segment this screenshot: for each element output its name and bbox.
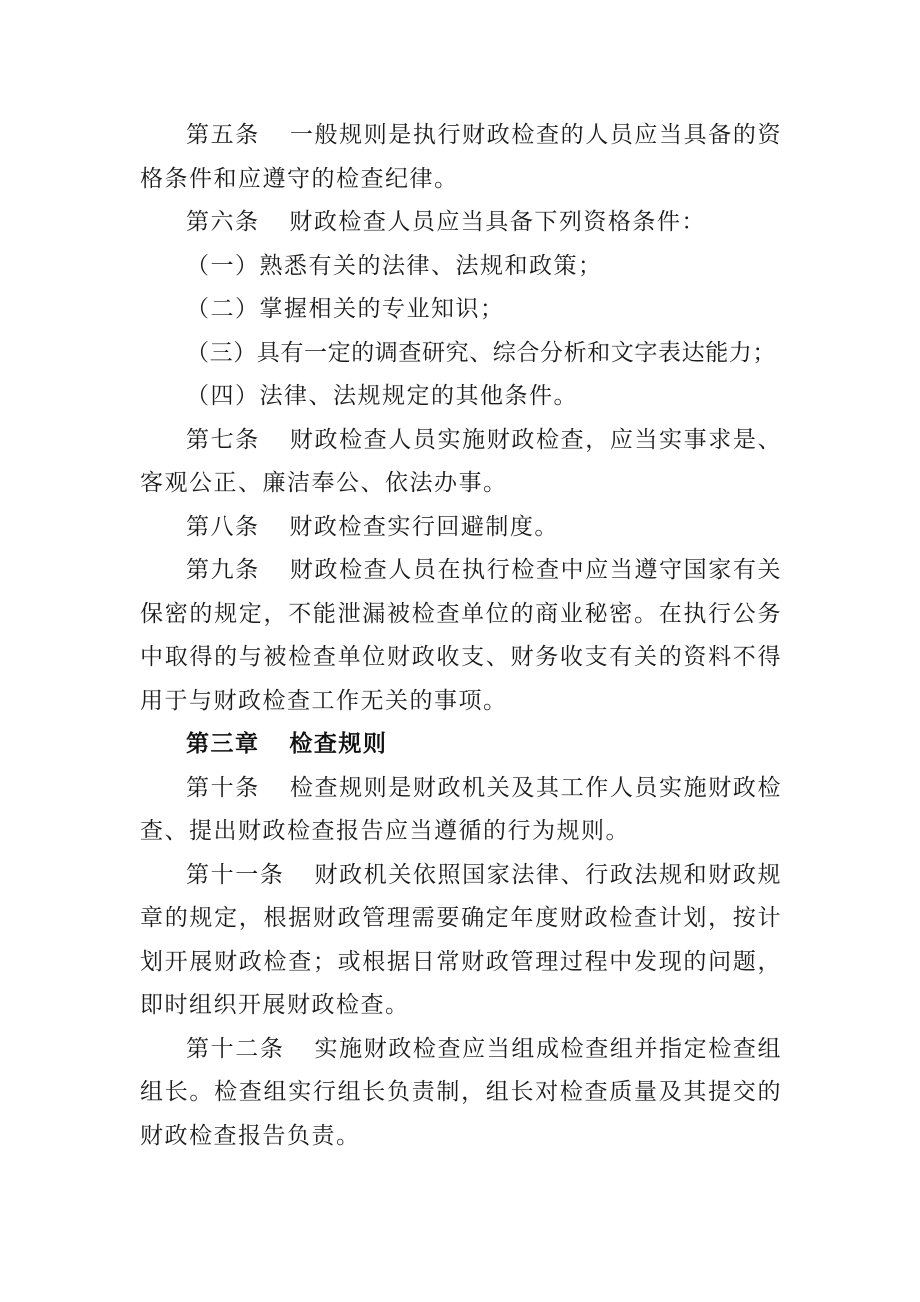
chapter-number: 第三章 bbox=[186, 731, 260, 757]
document-body bbox=[140, 114, 782, 1158]
article-8 bbox=[140, 506, 782, 550]
article-number: 第十二条 bbox=[186, 1035, 285, 1062]
article-text: 实施财政检查应当组成检查组并指定检查组组长。检查组实行组长负责制，组长对检查质量及其提交的财政检查报告负责。 bbox=[140, 1035, 783, 1149]
article-9 bbox=[140, 549, 782, 723]
article-text: 财政检查人员实施财政检查，应当实事求是、客观公正、廉洁奉公、依法办事。 bbox=[140, 426, 783, 496]
chapter-heading bbox=[140, 723, 782, 767]
article-text: 财政机关依照国家法律、行政法规和财政规章的规定，根据财政管理需要确定年度财政检查计划，按计划开展财政检查；或根据日常财政管理过程中发现的问题，即时组织开展财政检查。 bbox=[140, 861, 783, 1018]
article-5 bbox=[140, 114, 782, 201]
article-number: 第五条 bbox=[186, 122, 260, 148]
article-number: 第九条 bbox=[186, 557, 260, 583]
article-number: 第十一条 bbox=[186, 861, 285, 888]
article-7 bbox=[140, 419, 782, 506]
article-text: 财政检查人员在执行检查中应当遵守国家有关保密的规定，不能泄漏被检查单位的商业秘密。在执行公务中取得的与被检查单位财政收支、财务收支有关的资料不得用于与财政检查工作无关的事项。 bbox=[140, 557, 783, 714]
article-10 bbox=[140, 767, 782, 854]
article-text: 财政检查人员应当具备下列资格条件： bbox=[289, 209, 706, 235]
article-11 bbox=[140, 854, 782, 1028]
article-text: 一般规则是执行财政检查的人员应当具备的资格条件和应遵守的检查纪律。 bbox=[140, 122, 783, 192]
chapter-title: 检查规则 bbox=[289, 731, 388, 757]
article-text: 财政检查实行回避制度。 bbox=[289, 513, 559, 540]
article-6 bbox=[140, 201, 782, 245]
article-number: 第十条 bbox=[186, 774, 260, 801]
list-item-2: （二）掌握相关的专业知识； bbox=[186, 296, 505, 322]
list-item-1: （一）熟悉有关的法律、法规和政策； bbox=[186, 252, 603, 279]
article-number: 第八条 bbox=[186, 513, 260, 540]
list-item-3: （三）具有一定的调查研究、综合分析和文字表达能力； bbox=[186, 339, 776, 366]
article-number: 第六条 bbox=[186, 209, 260, 235]
list-item-4: （四）法律、法规规定的其他条件。 bbox=[186, 383, 578, 409]
article-number: 第七条 bbox=[186, 426, 260, 453]
article-12 bbox=[140, 1028, 782, 1159]
article-text: 检查规则是财政机关及其工作人员实施财政检查、提出财政检查报告应当遵循的行为规则。 bbox=[140, 774, 783, 844]
